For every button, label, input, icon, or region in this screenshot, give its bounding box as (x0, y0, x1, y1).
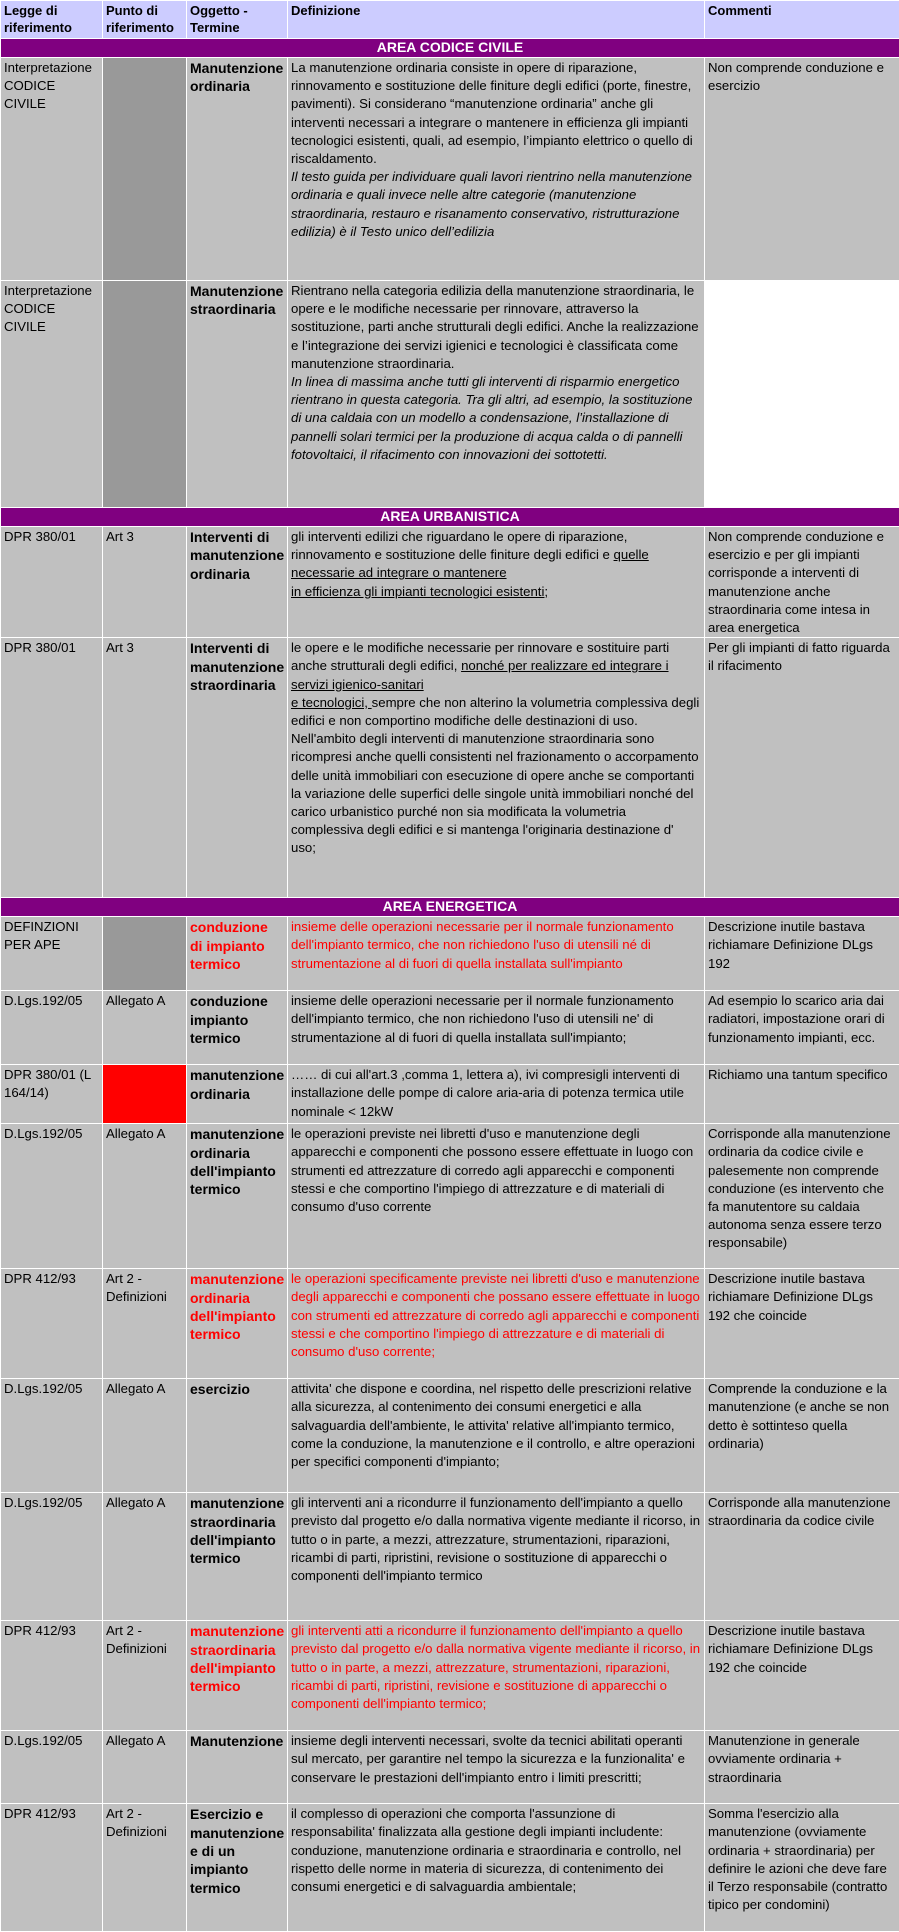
cell-commenti: Descrizione inutile bastava richiamare Definizione DLgs 192 che coincide (705, 1621, 899, 1731)
cell-legge: DPR 380/01 (1, 638, 103, 898)
cell-legge: D.Lgs.192/05 (1, 1493, 103, 1621)
definition-italic-text: Il testo guida per individuare quali lavori rientrino nella manutenzione ordinaria e quali invece nelle altre categorie (manutenzione straordinaria, restauro e risanamento conservativo, ristrutturazione edilizia) è il Testo unico dell’edilizia (291, 168, 701, 241)
cell-punto: Allegato A (103, 1731, 187, 1804)
cell-commenti: Ad esempio lo scarico aria dai radiatori, impostazione orari di funzionamento impianti, ecc. (705, 991, 899, 1065)
table-row (1, 638, 899, 898)
cell-oggetto: manutenzione ordinaria (187, 1065, 288, 1124)
cell-oggetto: conduzione impianto termico (187, 991, 288, 1065)
area-row-energetica (1, 898, 899, 917)
cell-legge: D.Lgs.192/05 (1, 1731, 103, 1804)
cell-punto: Art 2 - Definizioni (103, 1804, 187, 1932)
cell-legge: DPR 412/93 (1, 1621, 103, 1731)
cell-definizione (288, 527, 705, 638)
definition-underlined-text: quelle necessarie ad integrare o mantenere (291, 547, 649, 580)
cell-punto-highlight (103, 1065, 187, 1124)
cell-commenti: Descrizione inutile bastava richiamare Definizione DLgs 192 che coincide (705, 1269, 899, 1379)
table-row (1, 917, 899, 991)
table-row (1, 1493, 899, 1621)
cell-punto: Art 2 - Definizioni (103, 1269, 187, 1379)
cell-legge: DPR 380/01 (L 164/14) (1, 1065, 103, 1124)
definition-underlined-text: e tecnologici, (291, 695, 372, 710)
table-row (1, 527, 899, 638)
cell-oggetto: Manutenzione ordinaria (187, 58, 288, 281)
cell-definizione: gli interventi atti a ricondurre il funzionamento dell'impianto a quello previsto dal progetto e/o dalla normativa vigente mediante il ricorso, in tutto o in parte, a mezzi, attrezzature, strumentazioni, riparazioni, ricambi di parti, ripristini, revisione e sostituzione di apparecchi o componenti dell'impianto termico; (288, 1621, 705, 1731)
cell-oggetto: conduzione di impianto termico (187, 917, 288, 991)
definition-italic-text: In linea di massima anche tutti gli interventi di risparmio energetico rientrano in questa categoria. Tra gli altri, ad esempio, la sostituzione di una caldaia con un modello a condensazione, l’installazione di pannelli solari termici per la produzione di acqua calda o di pannelli fotovoltaici, il rifacimento con innovazioni dei sottotetti. (291, 373, 701, 464)
area-row-civile (1, 39, 899, 58)
cell-definizione (288, 58, 705, 281)
cell-definizione (288, 638, 705, 898)
table-row (1, 1124, 899, 1269)
table-row (1, 1065, 899, 1124)
cell-definizione: le operazioni previste nei libretti d'uso e manutenzione degli apparecchi e componenti che possono essere effettuate in luogo con strumenti ed attrezzature di corredo agli apparecchi e componenti stessi e che comportino l'impiego di attrezzature e di materiali di consumo d'uso corrente (288, 1124, 705, 1269)
cell-commenti: Somma l'esercizio alla manutenzione (ovviamente ordinaria + straordinaria) per definire le azioni che deve fare il Terzo responsabile (contratto tipico per condomini) (705, 1804, 899, 1932)
cell-punto: Allegato A (103, 1124, 187, 1269)
table-row (1, 1731, 899, 1804)
cell-legge: D.Lgs.192/05 (1, 1124, 103, 1269)
area-title-civile: AREA CODICE CIVILE (1, 39, 899, 58)
definition-text: gli interventi edilizi che riguardano le opere di riparazione, rinnovamento e sostituzione delle finiture degli edifici e (291, 529, 627, 562)
definition-text: La manutenzione ordinaria consiste in opere di riparazione, rinnovamento e sostituzione delle finiture degli edifici (porte, finestre, pavimenti). Si considerano “manutenzione ordinaria” anche gli interventi necessari a integrare o mantenere in efficienza gli impianti tecnologici esistenti, quali, ad esempio, l’impianto elettrico o quello di riscaldamento. (291, 59, 701, 168)
col-header-definizione: Definizione (288, 1, 705, 39)
col-header-legge: Legge di riferimento (1, 1, 103, 39)
header-row (1, 1, 899, 39)
cell-definizione: attivita' che dispone e coordina, nel rispetto delle prescrizioni relative alla sicurezza, al contenimento dei consumi energetici e alla salvaguardia dell'ambiente, le attivita' relative all'impianto termico, come la conduzione, la manutenzione e il controllo, e altre operazioni per specifici componenti d'impianto; (288, 1379, 705, 1493)
cell-legge: D.Lgs.192/05 (1, 991, 103, 1065)
cell-punto: Art 2 - Definizioni (103, 1621, 187, 1731)
cell-definizione: …… di cui all'art.3 ,comma 1, lettera a), ivi compresigli interventi di installazione delle pompe di calore aria-aria di potenza termica utile nominale < 12kW (288, 1065, 705, 1124)
cell-commenti: Corrisponde alla manutenzione ordinaria da codice civile e palesemente non comprende conduzione (es intervento che fa manutentore su caldaia autonoma senza essere terzo responsabile) (705, 1124, 899, 1269)
cell-punto: Allegato A (103, 991, 187, 1065)
cell-commenti: Non comprende conduzione e esercizio (705, 58, 899, 281)
cell-punto: Art 3 (103, 638, 187, 898)
cell-punto: Art 3 (103, 527, 187, 638)
area-row-urbanistica (1, 508, 899, 527)
table-row (1, 58, 899, 281)
table-row (1, 1621, 899, 1731)
cell-punto-empty (103, 58, 187, 281)
cell-definizione: le operazioni specificamente previste nei libretti d'uso e manutenzione degli apparecchi e componenti che possano essere effettuate in luogo con strumenti ed attrezzature di corredo agli apparecchi e componenti stessi e che comportino l'impiego di attrezzature e di materiali di consumo d'uso corrente; (288, 1269, 705, 1379)
cell-oggetto: Interventi di manutenzione straordinaria (187, 638, 288, 898)
cell-punto: Allegato A (103, 1493, 187, 1621)
table-row (1, 1804, 899, 1932)
cell-oggetto: manutenzione ordinaria dell'impianto termico (187, 1269, 288, 1379)
cell-oggetto: manutenzione ordinaria dell'impianto termico (187, 1124, 288, 1269)
col-header-punto: Punto di riferimento (103, 1, 187, 39)
cell-punto-empty (103, 917, 187, 991)
col-header-commenti: Commenti (705, 1, 899, 39)
cell-commenti: Richiamo una tantum specifico (705, 1065, 899, 1124)
col-header-oggetto: Oggetto - Termine (187, 1, 288, 39)
cell-commenti: Per gli impianti di fatto riguarda il rifacimento (705, 638, 899, 898)
definition-text: Rientrano nella categoria edilizia della manutenzione straordinaria, le opere e le modifiche necessarie per rinnovare, attraverso la sostituzione, parti anche strutturali degli edifici. Anche la realizzazione e l’integrazione dei servizi igienici e tecnologici è classificata come manutenzione straordinaria. (291, 282, 701, 373)
cell-definizione: il complesso di operazioni che comporta l'assunzione di responsabilita' finalizzata alla gestione degli impianti includente: conduzione, manutenzione ordinaria e straordinaria e controllo, nel rispetto delle norme in materia di sicurezza, di contenimento dei consumi energetici e di salvaguardia ambientale; (288, 1804, 705, 1932)
definition-text: le opere e le modifiche necessarie per rinnovare e sostituire parti anche strutturali degli edifici, (291, 640, 669, 673)
cell-oggetto: Manutenzione (187, 1731, 288, 1804)
cell-legge: Interpretazione CODICE CIVILE (1, 281, 103, 508)
cell-legge: DEFINZIONI PER APE (1, 917, 103, 991)
cell-legge: DPR 412/93 (1, 1804, 103, 1932)
cell-commenti: Descrizione inutile bastava richiamare Definizione DLgs 192 (705, 917, 899, 991)
cell-commenti: Comprende la conduzione e la manutenzione (e anche se non detto è sottinteso quella ordinaria) (705, 1379, 899, 1493)
definition-underlined-text: in efficienza gli impianti tecnologici esistenti; (291, 583, 701, 601)
table-row (1, 1269, 899, 1379)
cell-commenti: Corrisponde alla manutenzione straordinaria da codice civile (705, 1493, 899, 1621)
cell-oggetto: Manutenzione straordinaria (187, 281, 288, 508)
definition-text: sempre che non alterino la volumetria complessiva degli edifici e non comportino modifiche delle destinazioni di uso. Nell'ambito degli interventi di manutenzione straordinaria sono ricompresi anche quelli consistenti nel frazionamento o accorpamento delle unità immobiliari con esecuzione di opere anche se comportanti la variazione delle superfici delle singole unità immobiliari nonché del carico urbanistico purché non sia modificata la volumetria complessiva degli edifici e si mantenga l'originaria destinazione d' uso; (291, 695, 699, 856)
cell-definizione: insieme degli interventi necessari, svolte da tecnici abilitati operanti sul mercato, per garantire nel tempo la sicurezza e la funzionalita' e conservare le prestazioni dell'impianto entro i limiti prescritti; (288, 1731, 705, 1804)
cell-punto: Allegato A (103, 1379, 187, 1493)
cell-oggetto: Esercizio e manutenzione e di un impianto termico (187, 1804, 288, 1932)
cell-legge: D.Lgs.192/05 (1, 1379, 103, 1493)
cell-legge: DPR 412/93 (1, 1269, 103, 1379)
cell-definizione: insieme delle operazioni necessarie per il normale funzionamento dell'impianto termico, che non richiedono l'uso di utensili né di strumentazione al di fuori di quella installata sull'impianto (288, 917, 705, 991)
cell-oggetto: esercizio (187, 1379, 288, 1493)
cell-commenti: Manutenzione in generale ovviamente ordinaria + straordinaria (705, 1731, 899, 1804)
cell-legge: Interpretazione CODICE CIVILE (1, 58, 103, 281)
table-row (1, 991, 899, 1065)
cell-commenti-empty (705, 281, 899, 508)
cell-commenti: Non comprende conduzione e esercizio e per gli impianti corrisponde a interventi di manutenzione anche straordinaria come intesa in area energetica (705, 527, 899, 638)
definition-underlined-text: nonché per realizzare ed integrare i servizi igienico-sanitari (291, 658, 669, 691)
cell-oggetto: Interventi di manutenzione ordinaria (187, 527, 288, 638)
cell-legge: DPR 380/01 (1, 527, 103, 638)
cell-punto-empty (103, 281, 187, 508)
table-row (1, 1379, 899, 1493)
cell-definizione (288, 281, 705, 508)
cell-oggetto: manutenzione straordinaria dell'impianto termico (187, 1493, 288, 1621)
cell-oggetto: manutenzione straordinaria dell'impianto termico (187, 1621, 288, 1731)
area-title-energetica: AREA ENERGETICA (1, 898, 899, 917)
cell-definizione: insieme delle operazioni necessarie per il normale funzionamento dell'impianto termico, che non richiedono l'uso di utensili ne' di strumentazione al di fuori di quella installata sull'impianto; (288, 991, 705, 1065)
cell-definizione: gli interventi ani a ricondurre il funzionamento dell'impianto a quello previsto dal progetto e/o dalla normativa vigente mediante il ricorso, in tutto o in parte, a mezzi, attrezzature, strumentazioni, riparazioni, ricambi di parti, ripristini, revisione o sostituzione di apparecchi o componenti dell'impianto termico (288, 1493, 705, 1621)
table-row (1, 281, 899, 508)
area-title-urbanistica: AREA URBANISTICA (1, 508, 899, 527)
